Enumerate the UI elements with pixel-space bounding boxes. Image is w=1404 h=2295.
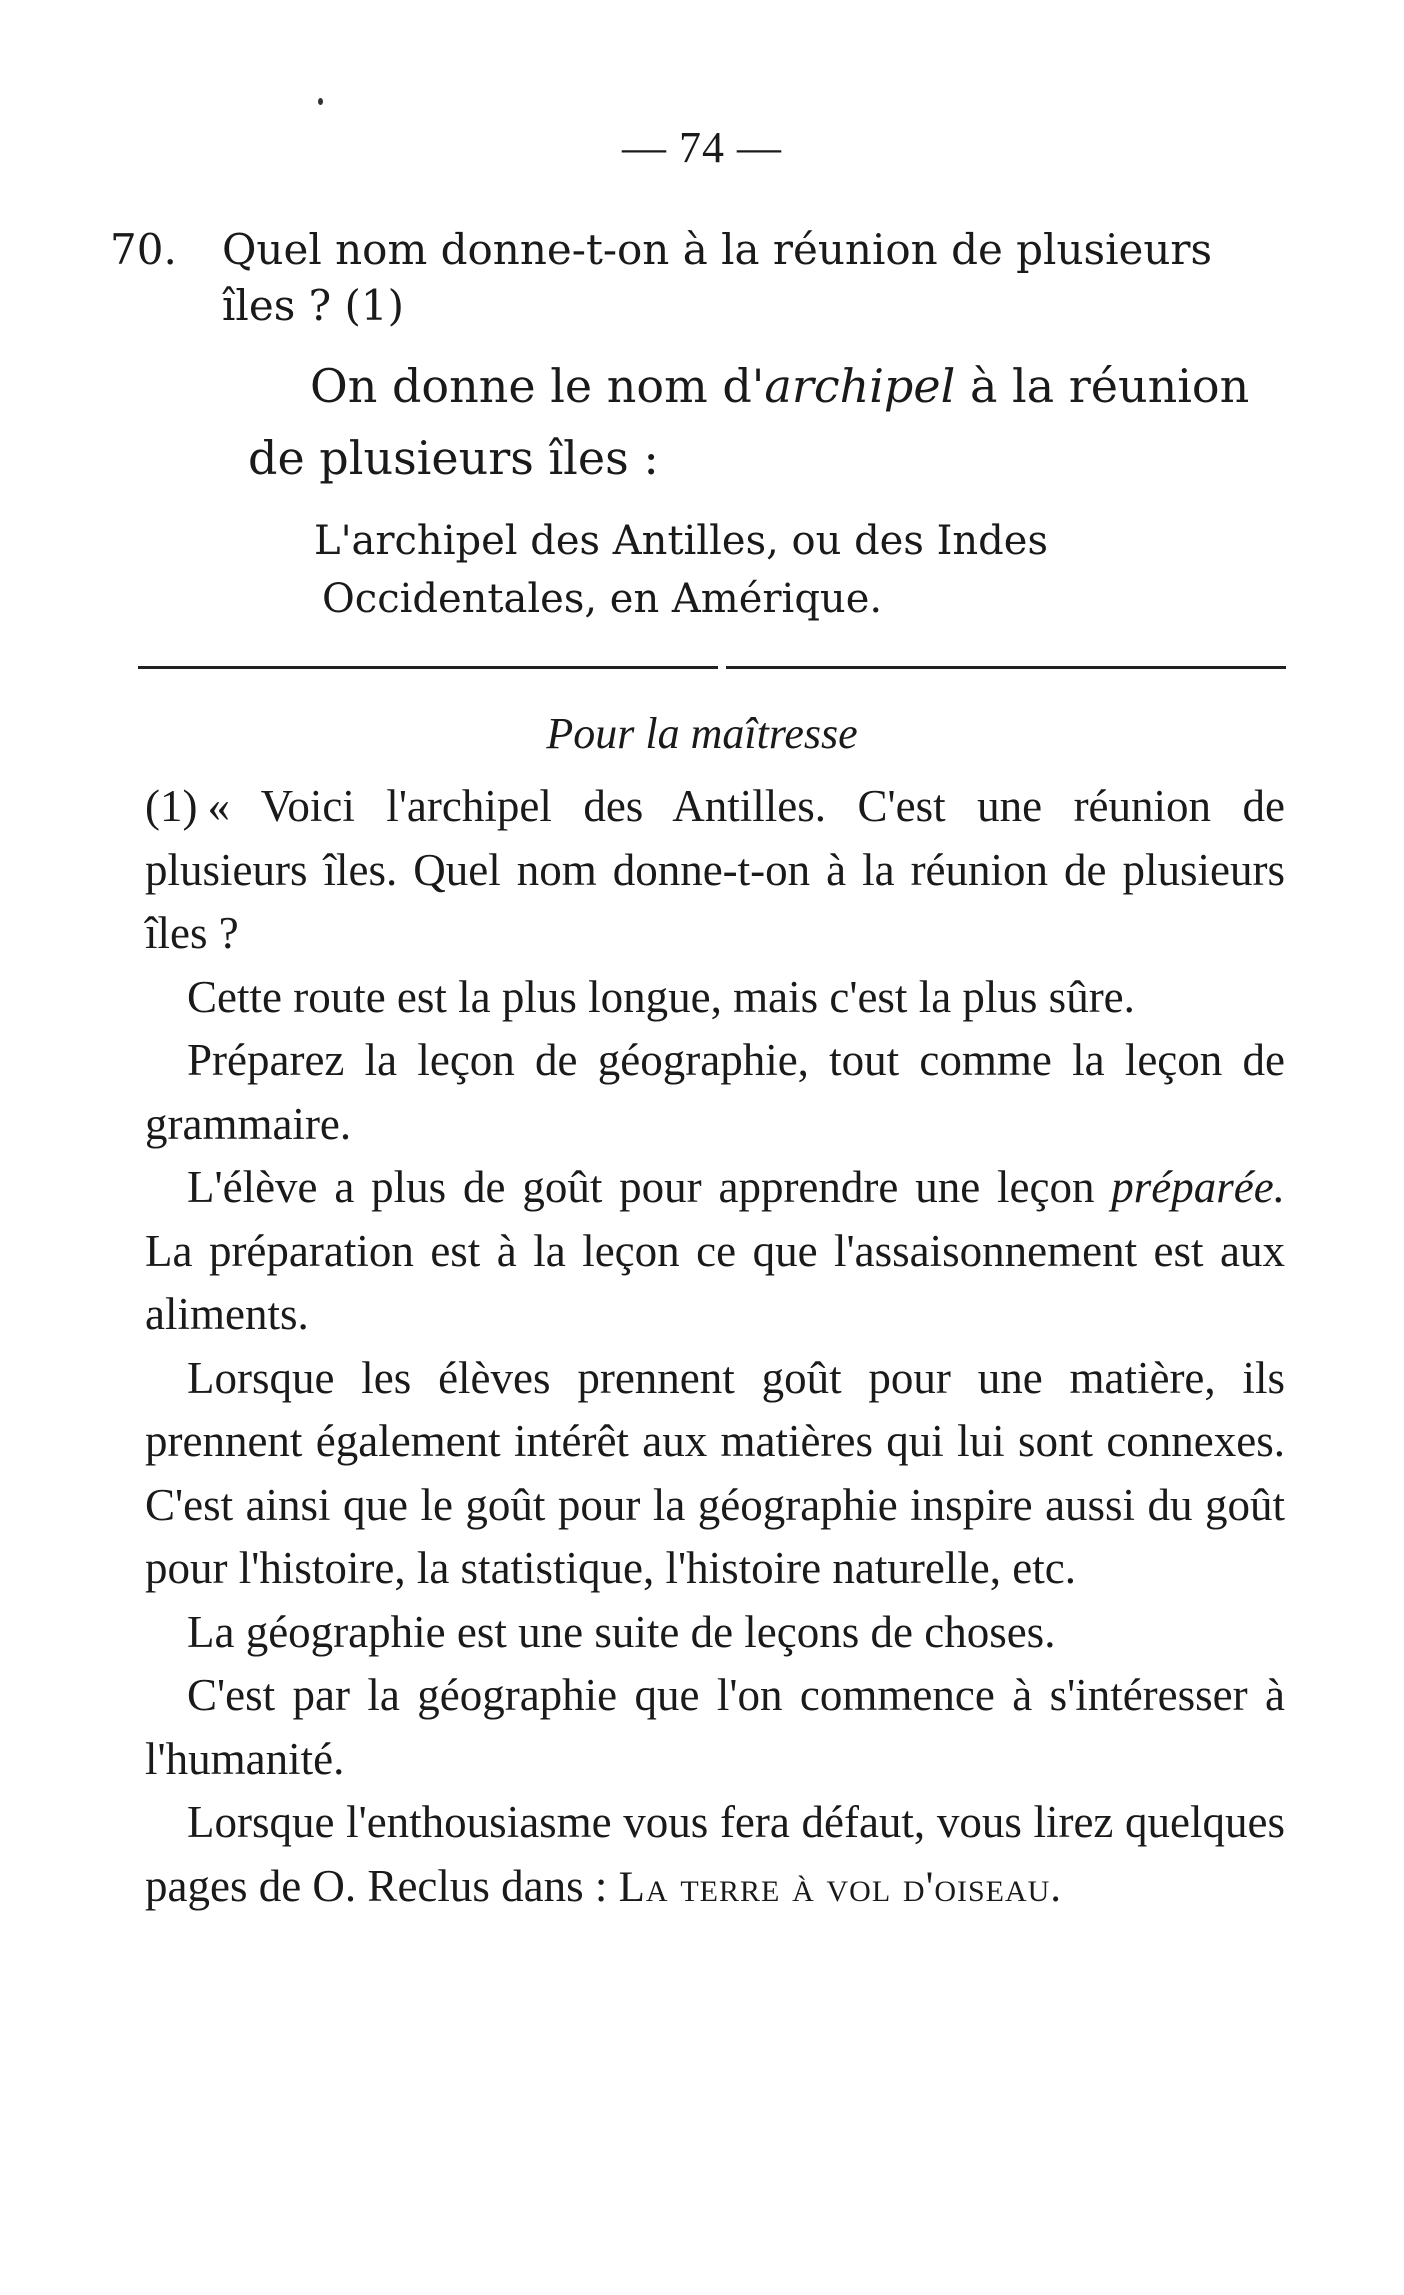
answer-term: archipel [764,359,956,413]
teacher-note [145,775,1285,1919]
answer-after: à la réunion de plusieurs îles : [248,359,1250,485]
note-paragraph: C'est par la géographie que l'on commence à s'intéresser à l'humanité. [145,1670,1285,1784]
answer-text [248,350,1288,494]
answer-before: On donne le nom d' [310,359,765,413]
question-number: 70. [110,225,177,274]
emphasis: préparée. [1111,1162,1285,1212]
note-paragraph: L'élève a plus de goût pour apprendre une leçon préparée. La préparation est à la leçon ce que l'assaisonnement est aux aliments. [145,1162,1285,1339]
divider-left [138,666,718,669]
note-paragraph: Cette route est la plus longue, mais c'est la plus sûre. [187,971,1135,1022]
note-paragraph: Lorsque l'enthousiasme vous fera défaut, vous lirez quelques pages de O. Reclus dans : La terre à vol d'oiseau. [145,1797,1285,1911]
note-paragraph: La géographie est une suite de leçons de choses. [187,1606,1056,1657]
example-text: L'archipel des Antilles, ou des Indes Occidentales, en Amérique. [314,518,1048,622]
note-paragraph: Lorsque les élèves prennent goût pour une matière, ils prennent également intérêt aux matières qui lui sont connexes. C'est ainsi que le goût pour la géographie inspire aussi du goût pour l'histoire, la statistique, l'histoire naturelle, etc. [145,1352,1285,1593]
question-block [110,222,1290,334]
question-text: Quel nom donne-t-on à la réunion de plusieurs îles ? (1) [222,225,1213,330]
divider-right [726,666,1286,669]
note-paragraph: Préparez la leçon de géographie, tout comme la leçon de grammaire. [145,1035,1285,1149]
ink-speck [318,98,323,105]
book-title: La terre à vol d'oiseau. [618,1863,1063,1911]
page-number: — 74 — [622,123,782,172]
note-heading: Pour la maîtresse [546,709,858,758]
footnote-marker: (1) [145,781,198,831]
note-paragraph: (1) « Voici l'archipel des Antilles. C'est une réunion de plusieurs îles. Quel nom donne-t-on à la réunion de plusieurs îles ? [145,781,1285,958]
